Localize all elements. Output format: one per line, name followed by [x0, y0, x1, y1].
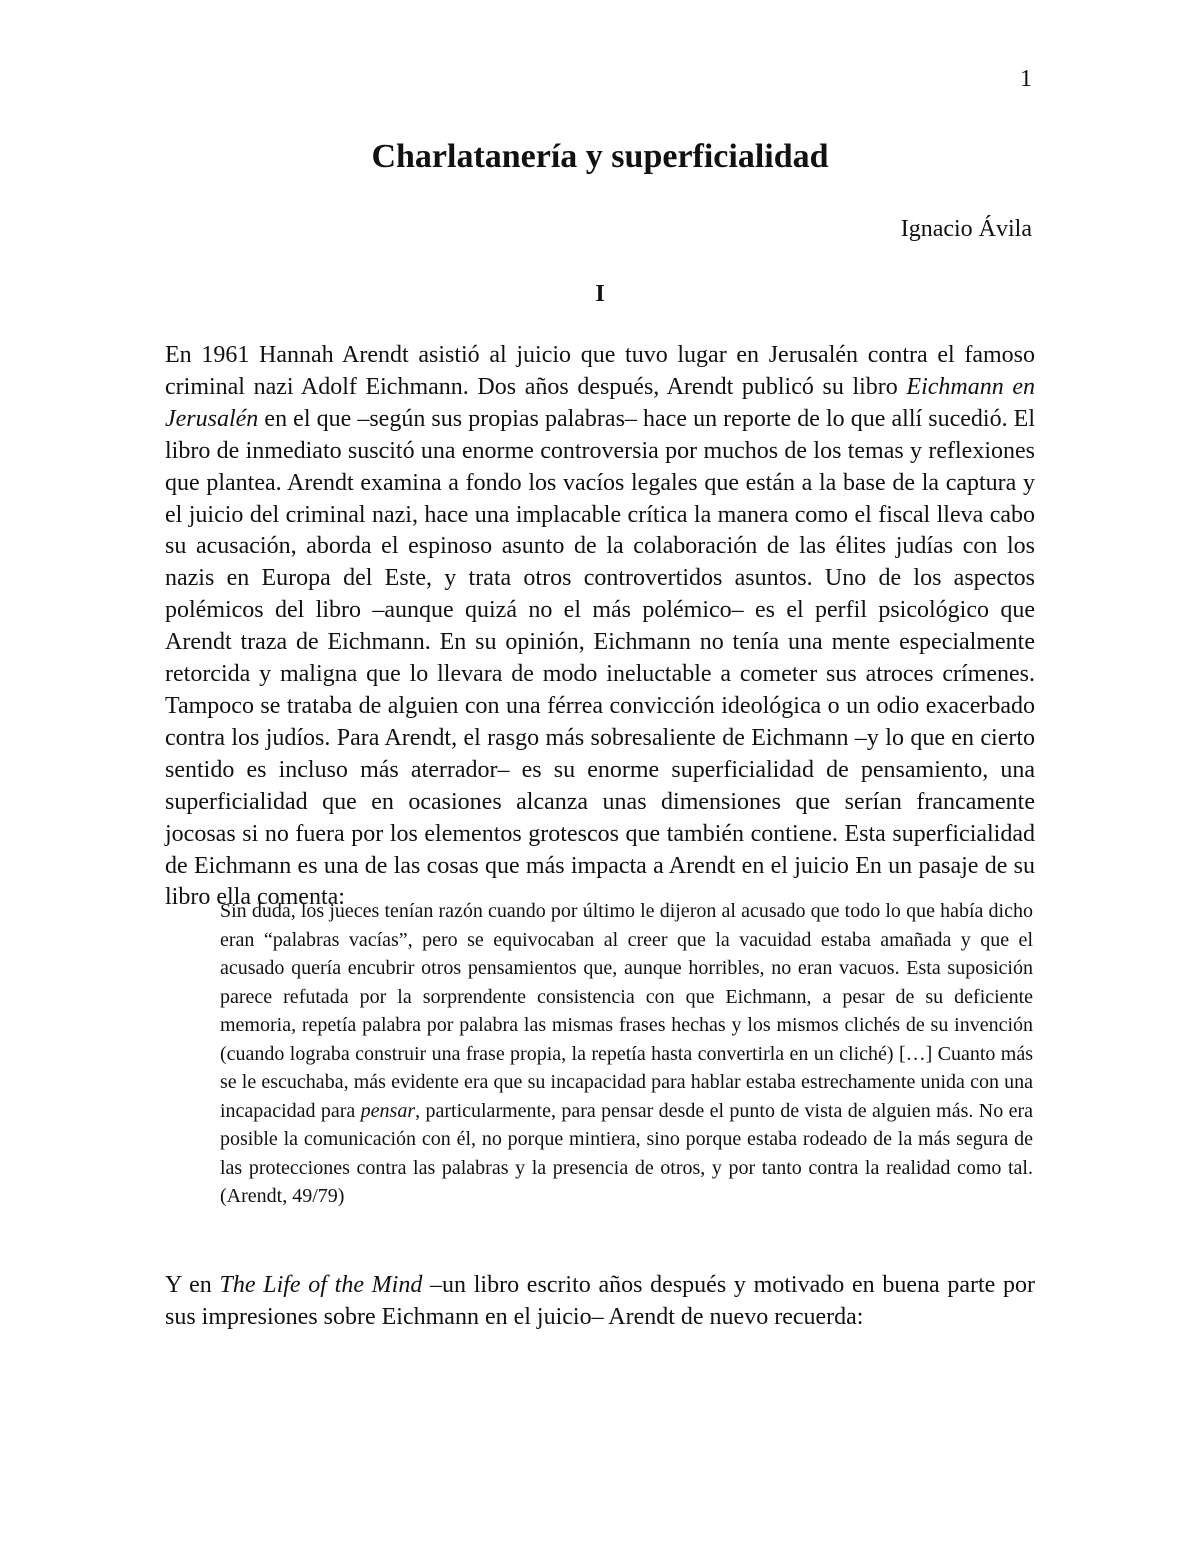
page-number: 1	[1020, 66, 1032, 92]
quote-text: , particularmente, para pensar desde el punto de vista de alguien más. No era posible la comunicación con él, no porque mintiera, sino porque estaba rodeado de la más segura de las protecciones contra las palabras y la presencia de otros, y por tanto contra la realidad como tal. (Arendt, 49/79)	[220, 1099, 1033, 1207]
section-heading: I	[595, 281, 605, 307]
paragraph-text: Y en	[165, 1272, 220, 1298]
document-title: Charlatanería y superficialidad	[371, 138, 829, 175]
paragraph-text: –un libro escrito años después y motivado en buena parte por sus impresiones sobre Eichmann en el juicio– Arendt de nuevo recuerda:	[165, 1272, 1035, 1330]
author-name: Ignacio Ávila	[900, 216, 1032, 242]
block-quote	[220, 897, 1033, 1211]
book-title: Eichmann en Jerusalén	[165, 373, 1035, 432]
emphasized-word: pensar	[360, 1099, 416, 1122]
body-paragraph-2	[165, 1270, 1035, 1334]
book-title: The Life of the Mind	[219, 1272, 423, 1298]
quote-text: Sin duda, los jueces tenían razón cuando por último le dijeron al acusado que todo lo que había dicho eran “palabras vacías”, pero se equivocaban al creer que la vacuidad estaba amañada y que el acusado quería encubrir otros pensamientos que, aunque horribles, no eran vacuos. Esta suposición parece refutada por la sorprendente consistencia con que Eichmann, a pesar de su deficiente memoria, repetía palabra por palabra las mismas frases hechas y los mismos clichés de su invención (cuando lograba construir una frase propia, la repetía hasta convertirla en un cliché) […] Cuanto más se le escuchaba, más evidente era que su incapacidad para hablar estaba estrechamente unida con una incapacidad para	[220, 900, 1033, 1122]
paragraph-text: en el que –según sus propias palabras– hace un reporte de lo que allí sucedió. El libro de inmediato suscitó una enorme controversia por muchos de los temas y reflexiones que plantea. Arendt examina a fondo los vacíos legales que están a la base de la captura y el juicio del criminal nazi, hace una implacable crítica la manera como el fiscal lleva cabo su acusación, aborda el espinoso asunto de la colaboración de las élites judías con los nazis en Europa del Este, y trata otros controvertidos asuntos. Uno de los aspectos polémicos del libro –aunque quizá no el más polémico– es el perfil psicológico que Arendt traza de Eichmann. En su opinión, Eichmann no tenía una mente especialmente retorcida y maligna que lo llevara de modo ineluctable a cometer sus atroces crímenes. Tampoco se trataba de alguien con una férrea convicción ideológica o un odio exacerbado contra los judíos. Para Arendt, el rasgo más sobresaliente de Eichmann –y lo que en cierto sentido es incluso más aterrador– es su enorme superficialidad de pensamiento, una superficialidad que en ocasiones alcanza unas dimensiones que serían francamente jocosas si no fuera por los elementos grotescos que también contiene. Esta superficialidad de Eichmann es una de las cosas que más impacta a Arendt en el juicio En un pasaje de su libro ella comenta:	[165, 405, 1035, 911]
paragraph-text: En 1961 Hannah Arendt asistió al juicio que tuvo lugar en Jerusalén contra el famoso criminal nazi Adolf Eichmann. Dos años después, Arendt publicó su libro	[165, 342, 1035, 400]
body-paragraph-1	[165, 340, 1035, 914]
